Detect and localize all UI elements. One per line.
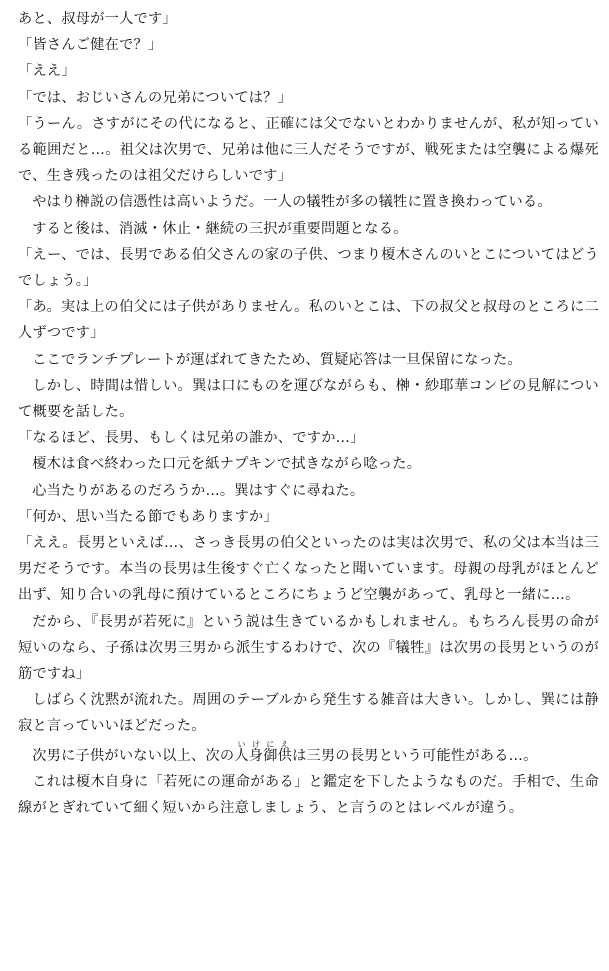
ruby-base: 人身御供 [234,747,293,764]
paragraph-13: 榎木は食べ終わった口元を紙ナプキンで拭きながら唸った。 [32,456,422,473]
paragraph-4: 「では、おじいさんの兄弟については？」 [18,89,293,106]
paragraph-1: あと、叔母が一人です」 [18,11,177,27]
paragraph-15: 「何か、思い当たる節でもありますか」 [18,508,278,525]
paragraph-6: やはり榊説の信憑性は高いようだ。一人の犠牲が多の犠牲に置き換わっている。 [32,194,552,211]
paragraph-12: 「なるほど、長男、もしくは兄弟の誰か、ですか…」 [18,430,365,447]
paragraph-18: しばらく沈黙が流れた。周囲のテーブルから発生する雑音は大きい。しかし、巽には静寂と言っていいほどだった。 [18,692,599,735]
paragraph-7: すると後は、消滅・休止・継続の三択が重要問題となる。 [32,220,408,237]
paragraph-3: 「ええ」 [18,63,76,80]
paragraph-8: 「えー、では、長男である伯父さんの家の子供、つまり榎木さんのいとこについてはどうでしょう。」 [18,246,599,290]
paragraph-2: 「皆さんご健在で？」 [18,37,163,54]
paragraph-10: ここでランチプレートが運ばれてきたため、質疑応答は一旦保留になった。 [32,351,522,368]
paragraph-11: しかし、時間は惜しい。巽は口にものを運びながらも、榊・紗耶華コンビの見解について概要を話した。 [18,377,599,421]
paragraph-5: 「うーん。さすがにその代になると、正確には父でないとわかりませんが、私が知っている範囲だと…。祖父は次男で、兄弟は他に三人だそうですが、戦死または空襲による爆死で、生き残ったのは祖父だけらしいです」 [18,115,599,185]
ruby-word [234,739,293,764]
paragraph-20: これは榎木自身に「若死にの運命がある」と鑑定を下したようなものだ。手相で、生命線がとぎれていて細く短いから注意しましょう、と言うのとはレベルが違う。 [18,773,599,817]
paragraph-19-before: 次男に子供がいない以上、次の [32,747,235,764]
paragraph-16: 「ええ。長男といえば…、さっき長男の伯父といったのは実は次男で、私の父は本当は三男だそうです。本当の長男は生後すぐ亡くなったと聞いています。母親の母乳がほとんど出ず、知り合いの乳母に預けているところにちょうど空襲があって、乳母と一緒に…。 [18,535,599,604]
ruby-reading: いけにえ [234,739,293,749]
paragraph-14: 心当たりがあるのだろうか…。巽はすぐに尋ねた。 [32,482,365,499]
paragraph-19-after: は三男の長男という可能性がある…。 [292,747,538,764]
paragraph-9: 「あ。実は上の伯父には子供がありません。私のいとこは、下の叔父と叔母のところに二人ずつです」 [18,299,599,342]
paragraph-17: だから、『長男が若死に』という説は生きているかもしれません。もちろん長男の命が短いのなら、子孫は次男三男から派生するわけで、次の『犠牲』は次男の長男というのが筋ですね」 [18,613,599,683]
paragraph-19 [18,740,599,769]
